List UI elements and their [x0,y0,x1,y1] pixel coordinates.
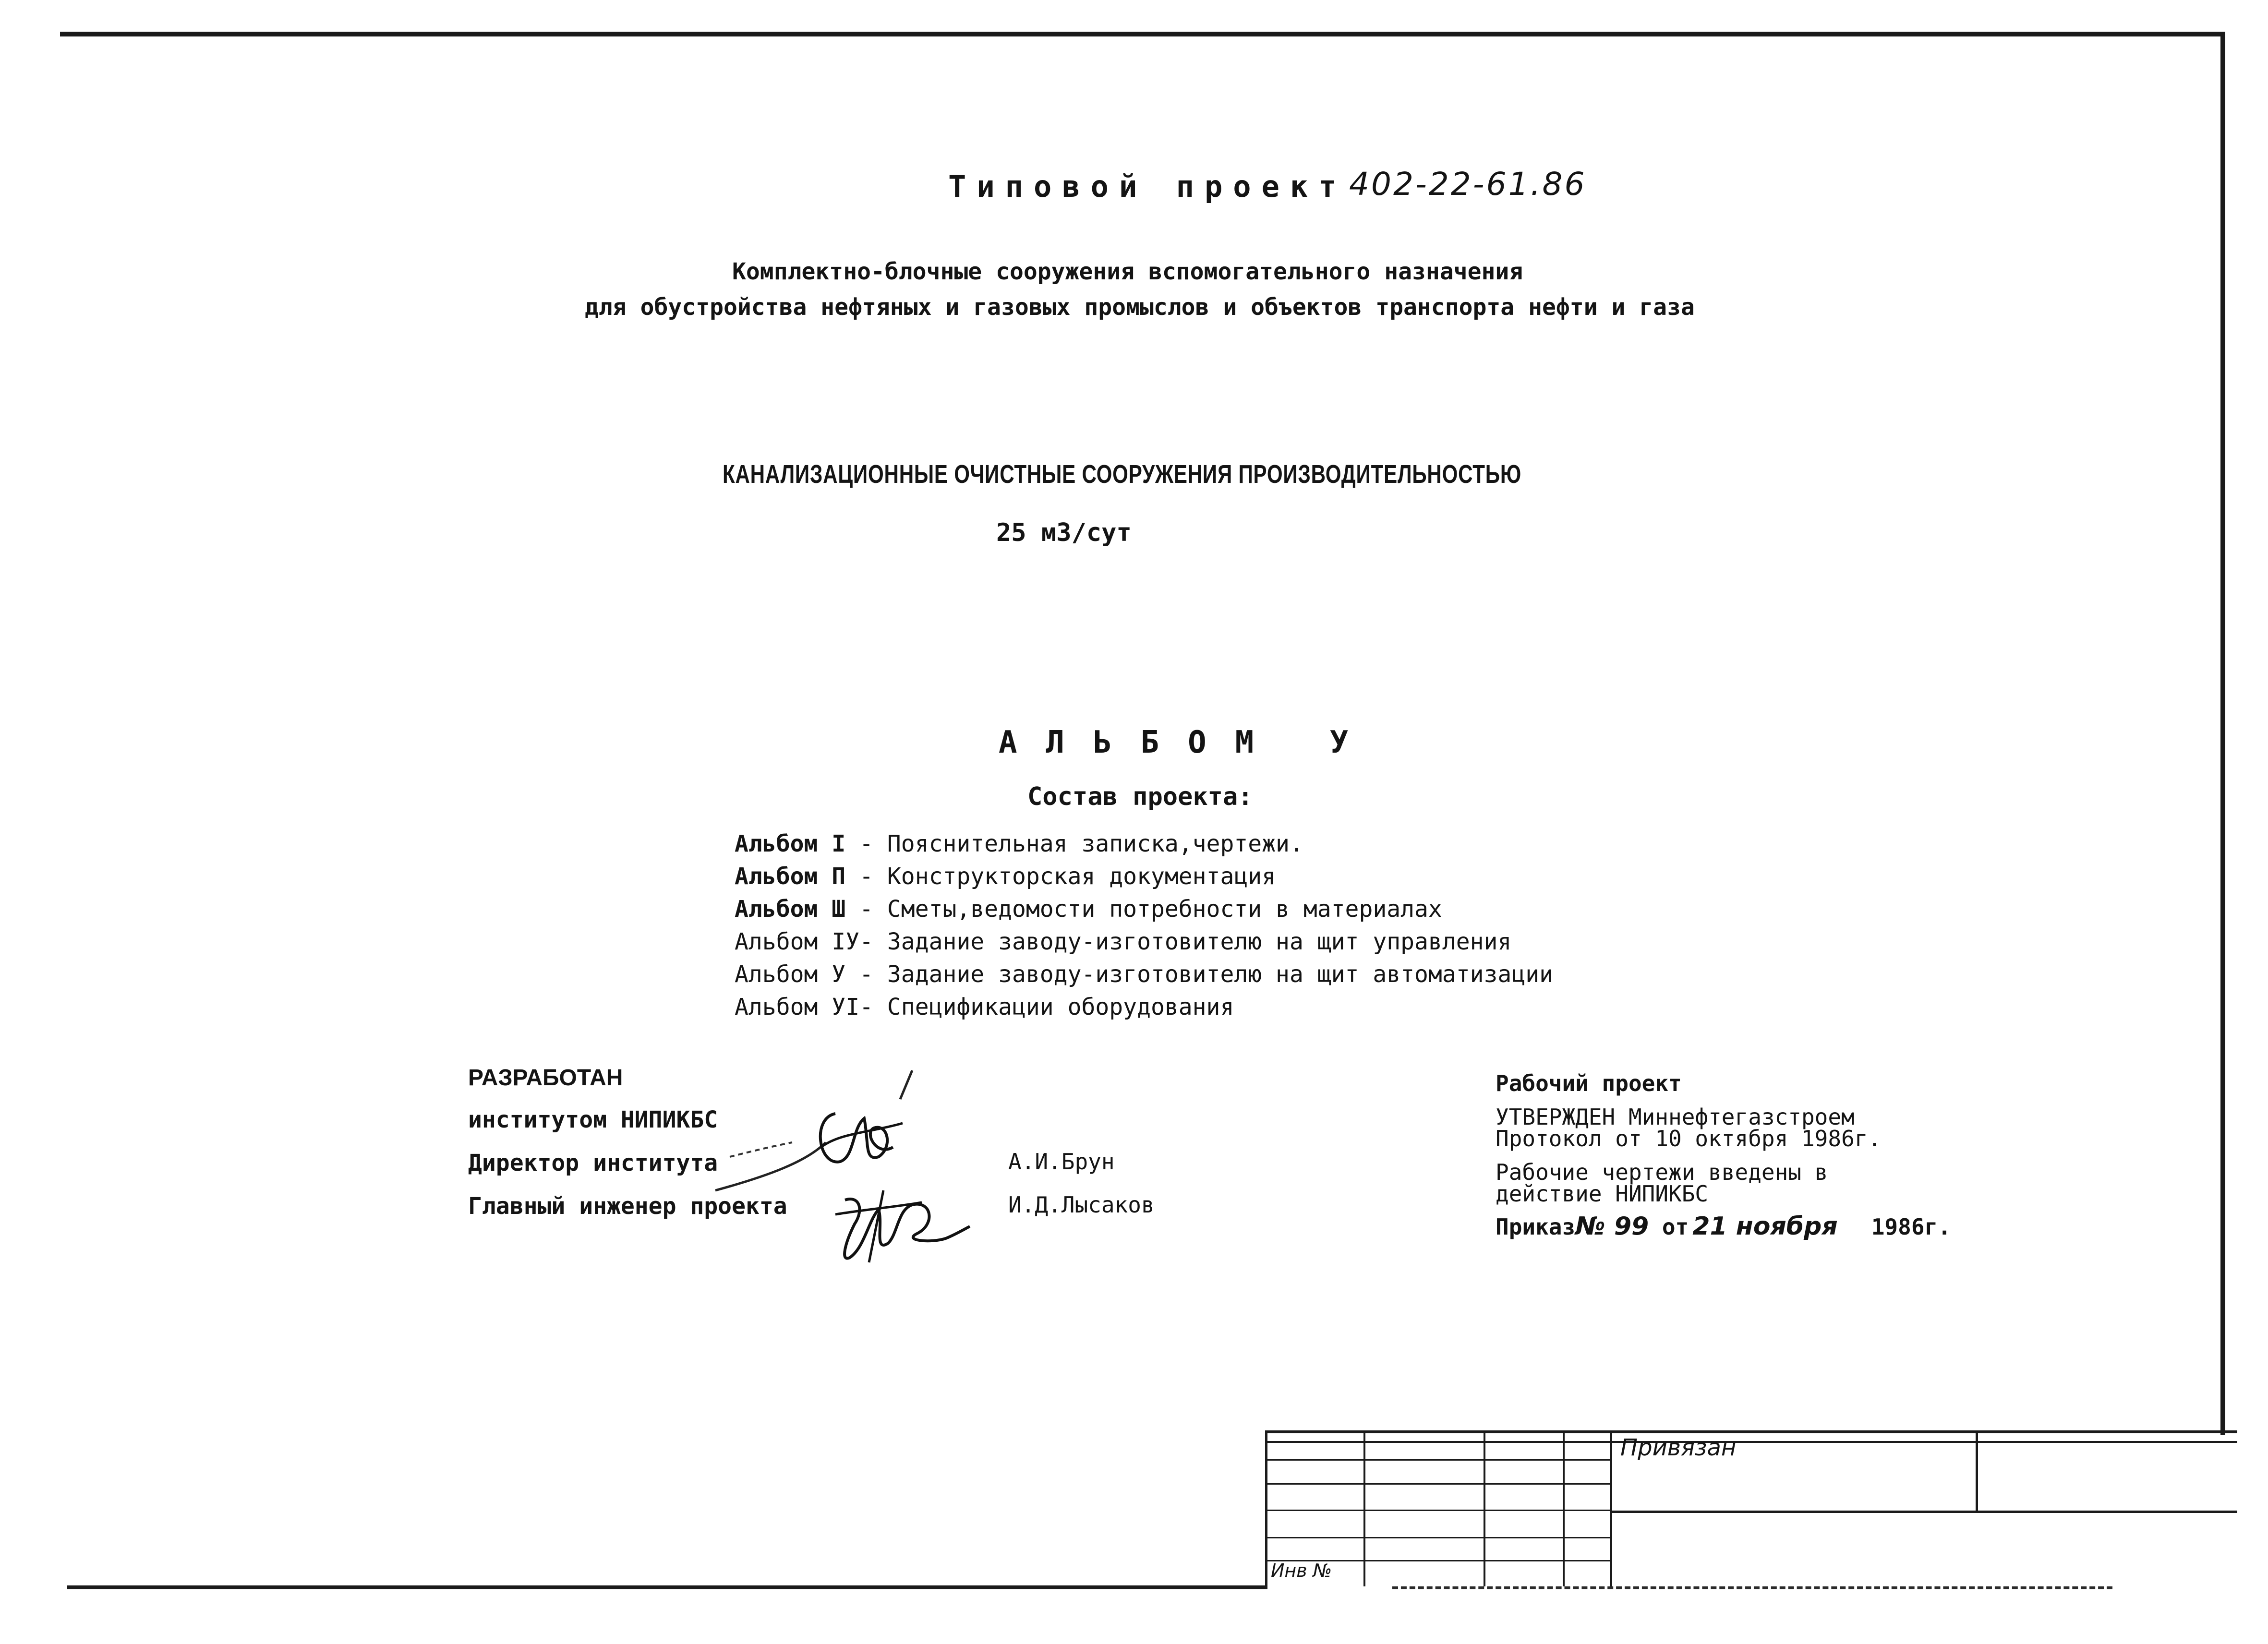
album-list-item: Альбом Ш - Сметы,ведомости потребности в материалах [735,896,1442,923]
signature-chief-engineer-image [826,1181,979,1277]
approval-line-4: Рабочие чертежи введены в [1496,1159,1828,1185]
object-capacity: 25 м3/сут [996,518,1132,547]
approval-line-3: Протокол от 10 октября 1986г. [1496,1126,1882,1152]
album-list-item: Альбом IУ- Задание заводу-изготовителю на щит управления [735,928,1512,955]
developed-institute: институтом НИПИКБС [468,1106,718,1133]
object-name: КАНАЛИЗАЦИОННЫЕ ОЧИСТНЫЕ СООРУЖЕНИЯ ПРОИЗВОДИТЕЛЬНОСТЬЮ [723,460,1522,489]
subtitle-line-1: Комплектно-блочные сооружения вспомогательного назначения [732,258,1523,285]
director-role: Директор института [468,1150,718,1176]
composition-title: Состав проекта: [1027,782,1253,811]
order-date-handwritten: 21 ноября [1692,1212,1838,1241]
frame-bottom-border [67,1585,1267,1589]
title-block-stamp [1265,1430,2237,1586]
stamp-tied-label: Привязан [1620,1434,1737,1461]
album-title: АЛЬБОМ У [999,725,1377,760]
order-number-handwritten: № 99 [1575,1212,1649,1241]
frame-bottom-dashed-border [1392,1586,2112,1589]
project-code: 402-22-61.86 [1349,166,1587,203]
album-list-item: Альбом УI- Спецификации оборудования [735,994,1234,1020]
album-list-item: Альбом У - Задание заводу-изготовителю на щит автоматизации [735,961,1554,988]
frame-top-border [60,32,2225,36]
subtitle-line-2: для обустройства нефтяных и газовых промыслов и объектов транспорта нефти и газа [585,294,1695,321]
director-name: А.И.Брун [1008,1149,1115,1175]
chief-engineer-name: И.Д.Лысаков [1008,1192,1155,1218]
stamp-inventory-label: Инв № [1271,1560,1332,1581]
chief-engineer-role: Главный инженер проекта [468,1193,787,1220]
approval-order-line: Приказ№ 99 от 21 ноября 1986г. [1496,1212,1951,1241]
developed-heading: РАЗРАБОТАН [468,1065,623,1091]
album-list-item: Альбом П - Конструкторская документация [735,863,1276,890]
approval-line-5: действие НИПИКБС [1496,1181,1709,1207]
approval-line-1: Рабочий проект [1496,1070,1682,1096]
document-type-title: Типовой проект [948,169,1347,204]
album-list-item: Альбом I - Пояснительная записка,чертежи. [735,830,1303,857]
approval-line-2: УТВЕРЖДЕН Миннефтегазстроем [1496,1104,1855,1130]
frame-right-border [2220,34,2225,1435]
